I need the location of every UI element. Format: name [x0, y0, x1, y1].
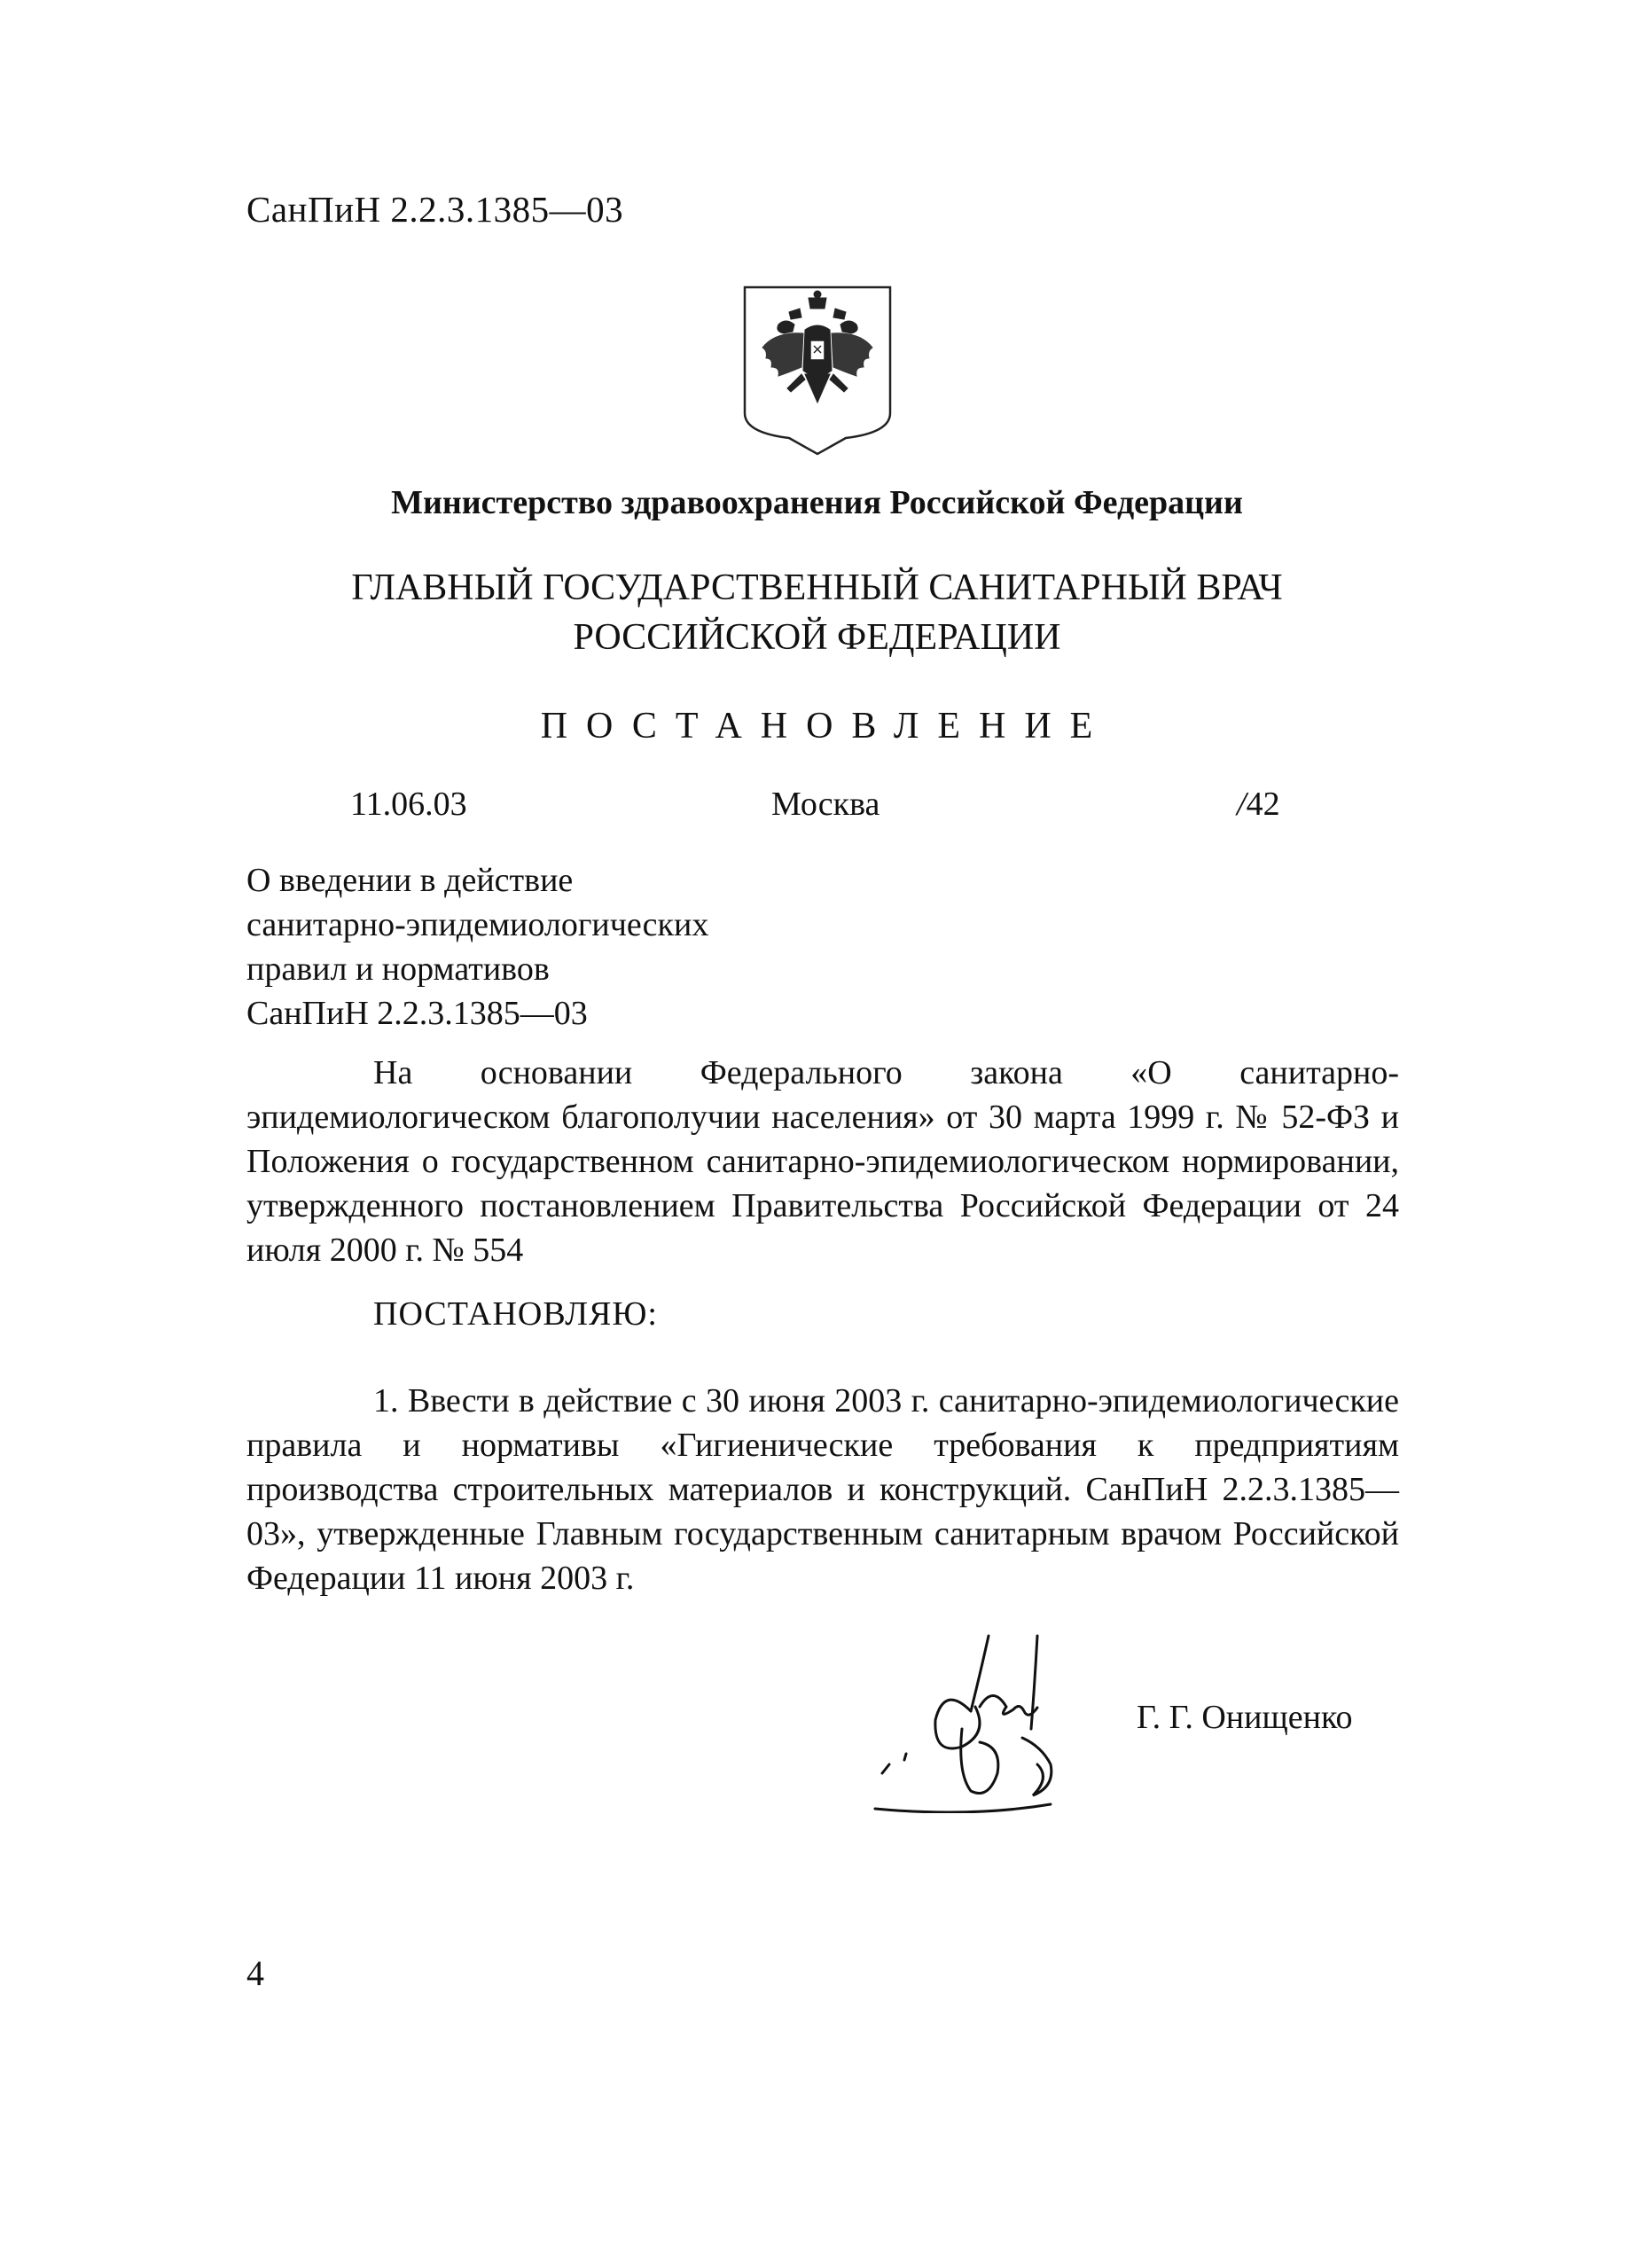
subject-line: О введении в действие	[246, 862, 574, 899]
chief-title-line2: РОССИЙСКОЙ ФЕДЕРАЦИИ	[573, 617, 1061, 658]
decree-date: 11.06.03	[350, 786, 467, 823]
subject-line: СанПиН 2.2.3.1385—03	[246, 995, 588, 1032]
page-number: 4	[246, 1953, 264, 1993]
decree-word: ПОСТАНОВЛЯЮ:	[373, 1295, 658, 1333]
ministry-name: Министерство здравоохранения Российской Федерации	[391, 484, 1243, 521]
signer-name: Г. Г. Онищенко	[1137, 1699, 1353, 1736]
subject-line: санитарно-эпидемиологических	[246, 906, 709, 943]
signature-image	[864, 1623, 1130, 1813]
decree-number	[1237, 785, 1280, 824]
handwritten-number-mark: /	[1237, 786, 1247, 823]
coat-of-arms-icon	[739, 282, 895, 458]
chief-title-line1: ГЛАВНЫЙ ГОСУДАРСТВЕННЫЙ САНИТАРНЫЙ ВРАЧ	[351, 567, 1283, 608]
decree-item-1: 1. Ввести в действие с 30 июня 2003 г. санитарно-эпидемиологические правила и нормативы «Гигиенические требования к предприятиям производства строительных материалов и конструкций. СанПиН 2.2.3.1385—03», утвержденные Главным государственным санитарным врачом Российской Федерации 11 июня 2003 г.	[246, 1382, 1399, 1597]
decree-subject	[246, 858, 708, 1036]
decree-city: Москва	[771, 786, 880, 823]
subject-line: правил и нормативов	[246, 950, 550, 988]
decree-number-value: 42	[1246, 786, 1280, 823]
basis-paragraph: На основании Федерального закона «О санитарно-эпидемиологическом благополучии населения» от 30 марта 1999 г. № 52-ФЗ и Положения о государственном санитарно-эпидемиологическом нормировании, утвержденного постановлением Правительства Российской Федерации от 24 июля 2000 г. № 554	[246, 1054, 1399, 1269]
decree-title: ПОСТАНОВЛЕНИЕ	[540, 706, 1112, 747]
chief-title	[0, 563, 1634, 662]
document-code: СанПиН 2.2.3.1385—03	[246, 189, 624, 230]
